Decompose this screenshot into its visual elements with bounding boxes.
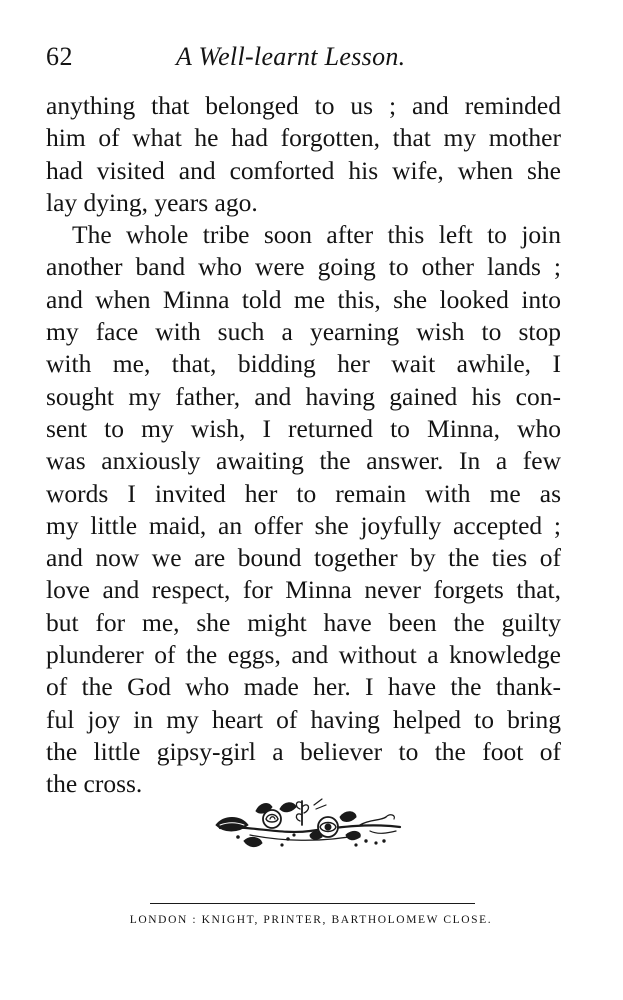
text-line: anything that belonged to us ; and reminded xyxy=(46,91,561,120)
text-line: my little maid, an offer she joyfully accepted ; xyxy=(46,510,561,540)
text-line: the cross. xyxy=(46,769,143,799)
printer-imprint: LONDON : KNIGHT, PRINTER, BARTHOLOMEW CLOSE. xyxy=(129,914,493,926)
text-line: plunderer of the eggs, and without a knowledge xyxy=(46,640,561,670)
floral-vignette-icon xyxy=(210,795,410,857)
page-header xyxy=(46,42,576,76)
text-line: words I invited her to remain with me as xyxy=(46,478,561,508)
text-line: another band who were going to other lands ; xyxy=(46,252,561,282)
text-line: had visited and comforted his wife, when she xyxy=(46,155,561,185)
page-number: 62 xyxy=(46,42,73,71)
body-text xyxy=(46,90,561,801)
text-line: with me, that, bidding her wait awhile, I xyxy=(46,349,561,379)
text-line: sought my father, and having gained his con- xyxy=(46,381,561,411)
text-line: The whole tribe soon after this left to join xyxy=(72,220,561,250)
running-title: A Well-learnt Lesson. xyxy=(176,42,406,71)
text-line: of the God who made her. I have the thank- xyxy=(46,672,561,702)
text-line: love and respect, for Minna never forgets that, xyxy=(46,575,561,605)
text-line: lay dying, years ago. xyxy=(46,187,258,217)
text-line: sent to my wish, I returned to Minna, who xyxy=(46,413,561,443)
text-line: was anxiously awaiting the answer. In a few xyxy=(46,446,561,476)
text-line: and when Minna told me this, she looked into xyxy=(46,284,561,314)
text-line: ful joy in my heart of having helped to bring xyxy=(46,704,561,734)
text-line: him of what he had forgotten, that my mother xyxy=(46,123,561,153)
text-line: my face with such a yearning wish to stop xyxy=(46,317,561,347)
text-line: and now we are bound together by the ties of xyxy=(46,543,561,573)
footer-rule xyxy=(150,903,475,904)
text-line: the little gipsy-girl a believer to the foot of xyxy=(46,736,561,766)
text-line: but for me, she might have been the guilty xyxy=(46,607,561,637)
